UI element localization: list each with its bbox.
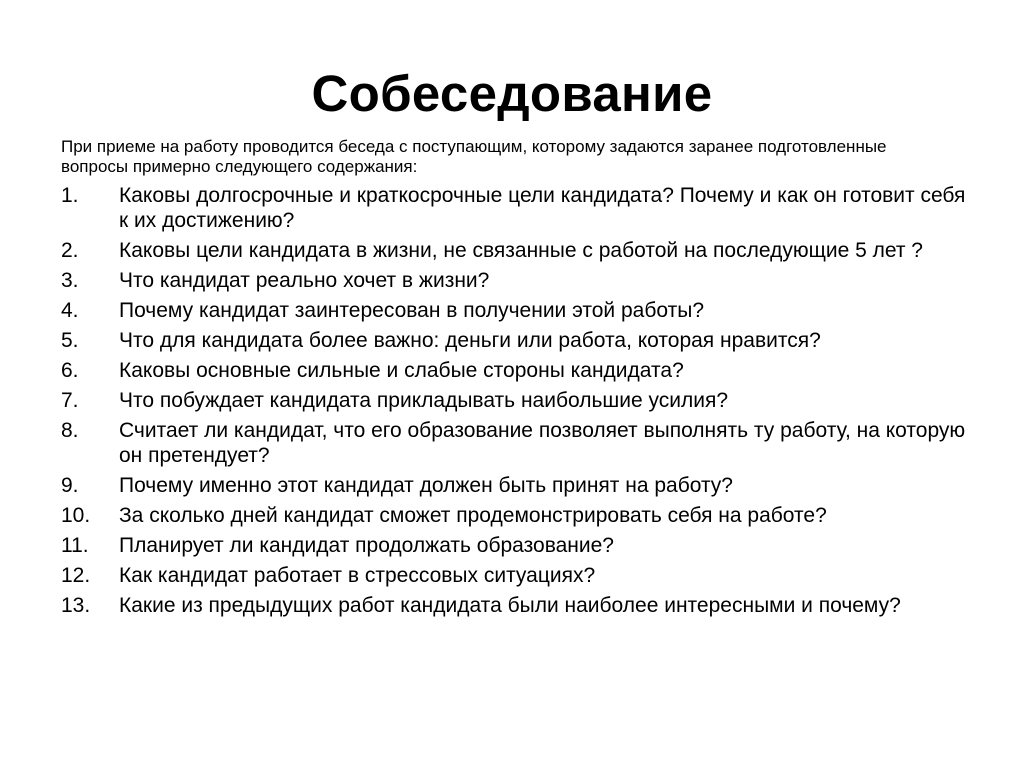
question-text: Планирует ли кандидат продолжать образование? [119, 534, 614, 557]
question-number: 9. [61, 474, 79, 497]
question-number: 2. [61, 239, 79, 262]
question-item [61, 473, 971, 498]
slide-title: Собеседование [311, 65, 713, 122]
question-text: Как кандидат работает в стрессовых ситуациях? [119, 564, 596, 587]
question-list [61, 183, 971, 623]
question-item [61, 358, 971, 383]
intro-text: При приеме на работу проводится беседа с поступающим, которому задаются заранее подготовленные вопросы примерно следующего содержания: [61, 137, 887, 176]
question-number: 10. [61, 504, 91, 527]
question-text: Какие из предыдущих работ кандидата были наиболее интересными и почему? [119, 594, 901, 617]
question-item [61, 268, 971, 293]
question-item [61, 328, 971, 353]
question-text: За сколько дней кандидат сможет продемонстрировать себя на работе? [119, 504, 827, 527]
question-text: Каковы долгосрочные и краткосрочные цели кандидата? Почему и как он готовит себя к их достижению? [119, 184, 966, 232]
question-number: 4. [61, 299, 79, 322]
question-number: 7. [61, 389, 79, 412]
question-item [61, 503, 971, 528]
question-text: Считает ли кандидат, что его образование позволяет выполнять ту работу, на которую он претендует? [119, 419, 966, 467]
question-item [61, 563, 971, 588]
question-item [61, 388, 971, 413]
question-text: Почему именно этот кандидат должен быть принят на работу? [119, 474, 733, 497]
question-text: Что побуждает кандидата прикладывать наибольшие усилия? [119, 389, 729, 412]
question-number: 8. [61, 419, 79, 442]
question-text: Что для кандидата более важно: деньги или работа, которая нравится? [119, 329, 821, 352]
question-item [61, 533, 971, 558]
question-item [61, 238, 971, 263]
question-text: Каковы цели кандидата в жизни, не связанные с работой на последующие 5 лет ? [119, 239, 923, 262]
question-number: 3. [61, 269, 79, 292]
question-item [61, 298, 971, 323]
question-text: Что кандидат реально хочет в жизни? [119, 269, 490, 292]
question-text: Каковы основные сильные и слабые стороны кандидата? [119, 359, 684, 382]
question-item [61, 418, 971, 468]
question-number: 5. [61, 329, 79, 352]
question-number: 1. [61, 184, 79, 207]
question-number: 12. [61, 564, 91, 587]
question-number: 13. [61, 594, 91, 617]
question-item [61, 593, 971, 618]
question-text: Почему кандидат заинтересован в получении этой работы? [119, 299, 704, 322]
question-number: 6. [61, 359, 79, 382]
question-number: 11. [61, 534, 89, 557]
question-item [61, 183, 971, 233]
